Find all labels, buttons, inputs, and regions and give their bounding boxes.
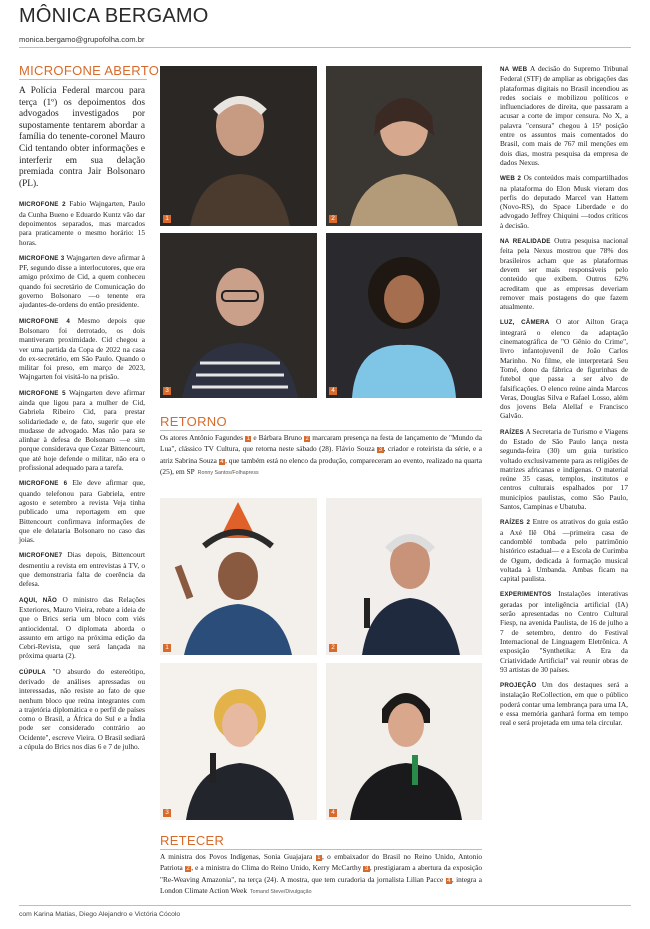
column-title: MÔNICA BERGAMO — [19, 5, 209, 27]
ref-number: 2 — [186, 866, 190, 873]
photo-credit: Ronny Santos/Folhapress — [197, 470, 259, 477]
note-paragraph — [19, 388, 145, 473]
ref-number: 1 — [246, 436, 250, 442]
section-title-microfone: MICROFONE ABERTO — [19, 63, 160, 78]
note-text: Mesmo depois que Bolsonaro foi derrotado, os dois mantiveram proximidade. Cid chegou a ver uma partida da Copa de 2022 na casa do ex-secretário, em São Paulo. Quando o militar foi preso, em março de 2023, Wajngarten foi visitá-lo na prisão. — [19, 315, 145, 382]
header-rule — [19, 47, 631, 48]
note-keyword: LUZ, CÂMERA — [500, 319, 550, 327]
note-text: Outra pesquisa nacional feita pela Nexus mostrou que 78% dos brasileiros acham que as plataformas devem ser mais responsáveis pelo conteúdo que exibem. Outros 62% acreditam que as empresas deveriam remover mais postagens do que fazem atualmente. — [500, 236, 629, 312]
section-rule-left — [19, 79, 147, 80]
photo-retorno-4 — [326, 233, 482, 398]
footer-rule — [19, 905, 631, 906]
note-paragraph — [500, 589, 628, 674]
note-paragraph — [19, 667, 145, 752]
note-text: A Secretaria de Turismo e Viagens do Estado de São Paulo lança nesta segunda-feira (30) um guia turístico voltado exclusivamente para as religiões de matrizes africanas e indígenas. O material reúne 35 casas, templos, institutos e centros culturais espalhados por 17 municípios paulistas, como São Paulo, Santos, Campinas e Ubatuba. — [500, 426, 628, 512]
author-email[interactable]: monica.bergamo@grupofolha.com.br — [19, 35, 145, 44]
ref-number: 1 — [317, 855, 321, 861]
note-text: O ministro das Relações Exteriores, Mauro Vieira, rebate a ideia de que o Brics seria um bloco com viés antiocidental. O diplomata aborda o assunto em artigo na próxima edição da Cebri-Revista, que será lançada na próxima quarta (2). — [19, 594, 145, 661]
note-text: Fabio Wajngarten, Paulo da Cunha Bueno e Eduardo Kuntz vão dar depoimentos separados, mas marcados para praticamente o mesmo horário: 15 horas. — [19, 199, 146, 247]
note-text: Um dos destaques será a instalação ReCollection, em que o público poderá contar uma lembrança para uma IA, e essa memória ganhará forma em tempo real e será projetada em uma tela circular. — [500, 680, 628, 728]
photo-number: 2 — [329, 644, 337, 652]
note-paragraph — [19, 595, 145, 661]
photo-number: 1 — [163, 215, 171, 223]
note-paragraph — [19, 316, 145, 382]
note-paragraph — [19, 478, 145, 544]
photo-number: 4 — [329, 809, 337, 817]
note-text: O ator Ailton Graça integrará o elenco da adaptação cinematográfica de "O Gênio do Crime", livro infantojuvenil de João Carlos Marinho. No filme, ele interpretará Seu Tomé, dono da fábrica de figurinhas de futebol que passa a ser alvo de falsificações. O elenco reúne ainda Marcos Veras, Douglas Silva e Rafael Losso, além dos jovens Bela Alellaf e Francisco Galvão. — [500, 317, 628, 421]
note-text: Os conteúdos mais compartilhados na plataforma do Elon Musk vieram dos perfis do deputado Marcel van Hattem (Novo-RS), do Space Liberdade e do advogado Jeffrey Chiquini —todos críticos à decisão. — [500, 173, 628, 230]
note-keyword: RAÍZES 2 — [500, 519, 531, 527]
note-paragraph — [500, 64, 628, 167]
footer-credits: com Karina Matias, Diego Alejandro e Victória Cócolo — [19, 911, 181, 918]
photo-retecer-1 — [160, 498, 317, 655]
ref-number: 4 — [447, 877, 451, 884]
photo-retorno-3 — [160, 233, 317, 398]
note-keyword: MICROFONE 2 — [19, 201, 66, 209]
ref-number: 4 — [220, 458, 224, 465]
note-keyword: MICROFONE 5 — [19, 389, 66, 397]
ref-number: 3 — [378, 447, 383, 454]
note-text: Dias depois, Bittencourt desmentiu a revista em entrevistas à TV, o que demonstraria falta de coerência da defesa. — [19, 550, 145, 589]
photo-retecer-3 — [160, 663, 317, 820]
note-text: A decisão do Supremo Tribunal Federal (STF) de ampliar as obrigações das plataformas digitais no Brasil incendiou as redes sociais e mobilizou políticos e influenciadores de direita, que passaram a acusar a corte de impor censura. No X, a palavra "censura" chegou à 15ª posição entre os assuntos mais comentados do Brasil, com mais de 767 mil menções em dois dias, mostra pesquisa da empresa de dados Nexus. — [500, 64, 628, 167]
photo-retorno-2 — [326, 66, 482, 226]
note-paragraph — [500, 680, 628, 727]
caption-retorno: Os atores Antônio Fagundes 1 e Bárbara Bruno 2 marcaram presença na festa de lançamento de "Mundo da Lua", clássico TV Cultura, que retorna neste sábado (28). Flávio Souza 3 , criador e roteirista da série, e a atriz Sabrina Souza 4 , que também está no elenco da produção, compareceram ao evento, realizado na quarta (25), em SP Ronny Santos/Folhapress — [160, 433, 482, 477]
note-keyword: PROJEÇÃO — [500, 682, 537, 690]
note-text: Entre os atrativos do guia estão a Axé Ilê Obá —primeira casa de candomblé tombada pelo patrimônio histórico estadual— e a Escola de Curimba de Ogum, dedicada à formação musical voltada à Umbanda. Ambas ficam na capital paulista. — [500, 517, 628, 584]
photo-retecer-4 — [326, 663, 482, 820]
note-text: Wajngarten deve afirmar ainda que ligou para a mulher de Cid, Gabriela Ribeiro Cid, para prestar solidariedade e, de fato, sugerir que ele mudasse de advogado. Mas não para se alinhar à defesa de Bolsonaro —e sim porque considerava que Cezar Bittencourt, que até hoje defende o militar, não era o profissional adequado para a tarefa. — [19, 387, 145, 473]
section-rule-retorno — [160, 430, 482, 431]
note-keyword: MICROFONE 6 — [19, 480, 68, 488]
photo-number: 4 — [329, 387, 337, 395]
note-keyword: RAÍZES — [500, 428, 524, 436]
right-column — [500, 64, 628, 734]
note-paragraph — [500, 173, 628, 230]
photo-credit: Tomand Steve/Divulgação — [250, 889, 312, 896]
note-paragraph — [500, 517, 628, 583]
note-text: Wajngarten deve afirmar à PF, segundo disse a interlocutores, que era amigo próximo de Cid, a quem conheceu quando foi secretário de Comunicação do governo Bolsonaro —o tenente era ajudantes-de-ordens do então presidente. — [19, 252, 145, 310]
ref-number: 3 — [364, 866, 369, 873]
note-paragraph — [500, 427, 628, 512]
note-paragraph — [19, 253, 145, 310]
left-column — [19, 86, 145, 757]
note-paragraph — [19, 550, 145, 588]
note-keyword: CÚPULA — [19, 668, 46, 676]
note-keyword: MICROFONE7 — [19, 552, 63, 560]
note-keyword: WEB 2 — [500, 175, 522, 183]
photo-number: 1 — [163, 644, 171, 652]
note-paragraph — [19, 199, 145, 246]
photo-number: 3 — [163, 809, 171, 817]
note-keyword: NA REALIDADE — [500, 238, 551, 246]
note-keyword: MICROFONE 3 — [19, 254, 65, 262]
photo-retorno-1 — [160, 66, 317, 226]
section-title-retorno: RETORNO — [160, 414, 227, 429]
photo-retecer-2 — [326, 498, 482, 655]
note-keyword: AQUI, NÃO — [19, 596, 58, 604]
photo-number: 3 — [163, 387, 171, 395]
lead-paragraph: A Polícia Federal marcou para terça (1º) os depoimentos dos advogados investigados por supostamente tentarem abordar a família do tenente-coronel Mauro Cid tentando obter informações e interferir em sua delação premiada contra Jair Bolsonaro (PL). — [19, 86, 145, 189]
ref-number: 2 — [305, 436, 309, 442]
note-keyword: NA WEB — [500, 66, 528, 73]
note-text: Instalações interativas geradas por inteligência artificial (IA) serão apresentadas no Centro Cultural Fiesp, na avenida Paulista, de 16 de julho a 7 de setembro, dentro do Festival Internacional de Linguagem Eletrônica. A exposição "Synthetika: A Era da Criatividade Artificial" vai reunir obras de 93 artistas de 30 países. — [500, 589, 628, 674]
caption-retecer: A ministra dos Povos Indígenas, Sonia Guajajara 1 , o embaixador do Brasil no Reino Unido, Antonio Patriota 2 , e a ministra do Clima do Reino Unido, Kerry McCarthy 3 , prestigiaram a abertura da exposição "Re-Weaving Amazonia", na terça (24). A mostra, que tem curadoria da jornalista Lilian Pacce 4 , integra a London Climate Action Week Tomand Steve/Divulgação — [160, 852, 483, 896]
note-paragraph — [500, 317, 628, 420]
note-text: Ele deve afirmar que, quando telefonou para Gabriela, entre agosto e setembro a revista Veja tinha publicado uma reportagem em que Bittencourt confirmava informações de que ele delataria Bolsonaro no caso das joias. — [19, 478, 145, 545]
note-keyword: MICROFONE 4 — [19, 317, 71, 325]
section-rule-retecer — [160, 849, 482, 850]
note-text: "O absurdo do estereótipo, derivado de análises apressadas ou interessadas, não resiste ao fato de que nenhum bloco que reúna integrantes com a trajetória diplomática e o perfil de países como o Brasil, a África do Sul e a Índia pode ser considerado contrário ao Ocidente", escreve Vieira. O Brasil sediará a cúpula do Brics nos dias 6 e 7 de julho. — [19, 666, 145, 752]
photo-number: 2 — [329, 215, 337, 223]
note-keyword: EXPERIMENTOS — [500, 591, 552, 599]
section-title-retecer: RETECER — [160, 833, 225, 848]
note-paragraph — [500, 236, 628, 311]
